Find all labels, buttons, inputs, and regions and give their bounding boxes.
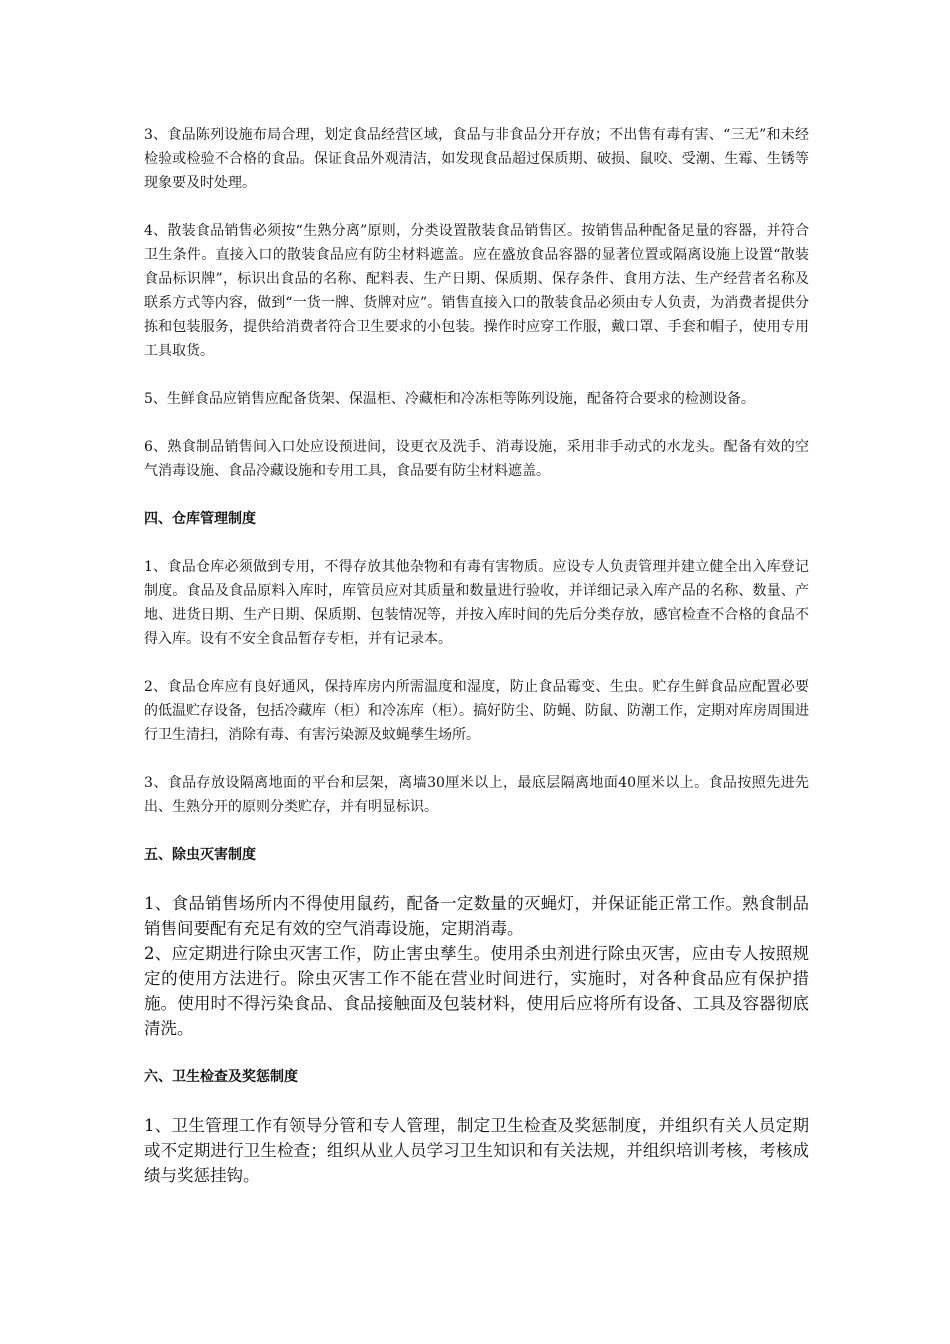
paragraph-cooked-food: 6、熟食制品销售间入口处应设预进间，设更衣及洗手、消毒设施，采用非手动式的水龙头。配备有效的空气消毒设施、食品冷藏设施和专用工具，食品要有防尘材料遮盖。	[144, 439, 809, 479]
paragraph-pest-control-2: 2、应定期进行除虫灭害工作，防止害虫孳生。使用杀虫剂进行除虫灭害，应由专人按照规定的使用方法进行。除虫灭害工作不能在营业时间进行，实施时，对各种食品应有保护措施。使用时不得污染食品、食品接触面及包装材料，使用后应将所有设备、工具及容器彻底清洗。	[144, 944, 809, 1038]
section-heading-warehouse: 四、仓库管理制度	[144, 511, 256, 527]
paragraph-warehouse-2: 2、食品仓库应有良好通风，保持库房内所需温度和湿度，防止食品霉变、生虫。贮存生鲜食品应配置必要的低温贮存设备，包括冷藏库（柜）和冷冻库（柜）。搞好防尘、防蝇、防鼠、防潮工作，定期对库房周围进行卫生清扫，消除有毒、有害污染源及蚊蝇孳生场所。	[144, 679, 809, 743]
paragraph-display-facilities: 3、食品陈列设施布局合理，划定食品经营区域，食品与非食品分开存放；不出售有毒有害、“三无”和未经检验或检验不合格的食品。保证食品外观清洁，如发现食品超过保质期、破损、鼠咬、受潮、生霉、生锈等现象要及时处理。	[144, 127, 809, 191]
section-heading-pest-control: 五、除虫灭害制度	[144, 847, 256, 863]
paragraph-warehouse-1: 1、食品仓库必须做到专用，不得存放其他杂物和有毒有害物质。应设专人负责管理并建立健全出入库登记制度。食品及食品原料入库时，库管员应对其质量和数量进行验收，并详细记录入库产品的名称、数量、产地、进货日期、生产日期、保质期、包装情况等，并按入库时间的先后分类存放，感官检查不合格的食品不得入库。设有不安全食品暂存专柜，并有记录本。	[144, 559, 809, 647]
document-page	[144, 123, 809, 1188]
paragraph-pest-control-1: 1、食品销售场所内不得使用鼠药，配备一定数量的灭蝇灯，并保证能正常工作。熟食制品销售间要配有充足有效的空气消毒设施，定期消毒。	[144, 894, 809, 938]
paragraph-bulk-food: 4、散装食品销售必须按“生熟分离”原则，分类设置散装食品销售区。按销售品种配备足量的容器，并符合卫生条件。直接入口的散装食品应有防尘材料遮盖。应在盛放食品容器的显著位置或隔离设施上设置“散装食品标识牌”，标识出食品的名称、配料表、生产日期、保质期、保存条件、食用方法、生产经营者名称及联系方式等内容，做到“一货一牌、货牌对应”。销售直接入口的散装食品必须由专人负责，为消费者提供分拣和包装服务，提供给消费者符合卫生要求的小包装。操作时应穿工作服，戴口罩、手套和帽子，使用专用工具取货。	[144, 223, 809, 359]
paragraph-inspection-1: 1、卫生管理工作有领导分管和专人管理，制定卫生检查及奖惩制度，并组织有关人员定期或不定期进行卫生检查；组织从业人员学习卫生知识和有关法规，并组织培训考核，考核成绩与奖惩挂钩。	[144, 1116, 809, 1185]
paragraph-fresh-food: 5、生鲜食品应销售应配备货架、保温柜、冷藏柜和冷冻柜等陈列设施，配备符合要求的检测设备。	[144, 391, 755, 407]
paragraph-warehouse-3: 3、食品存放设隔离地面的平台和层架，离墙30厘米以上，最底层隔离地面40厘米以上。食品按照先进先出、生熟分开的原则分类贮存，并有明显标识。	[144, 775, 809, 815]
section-heading-inspection: 六、卫生检查及奖惩制度	[144, 1069, 298, 1085]
